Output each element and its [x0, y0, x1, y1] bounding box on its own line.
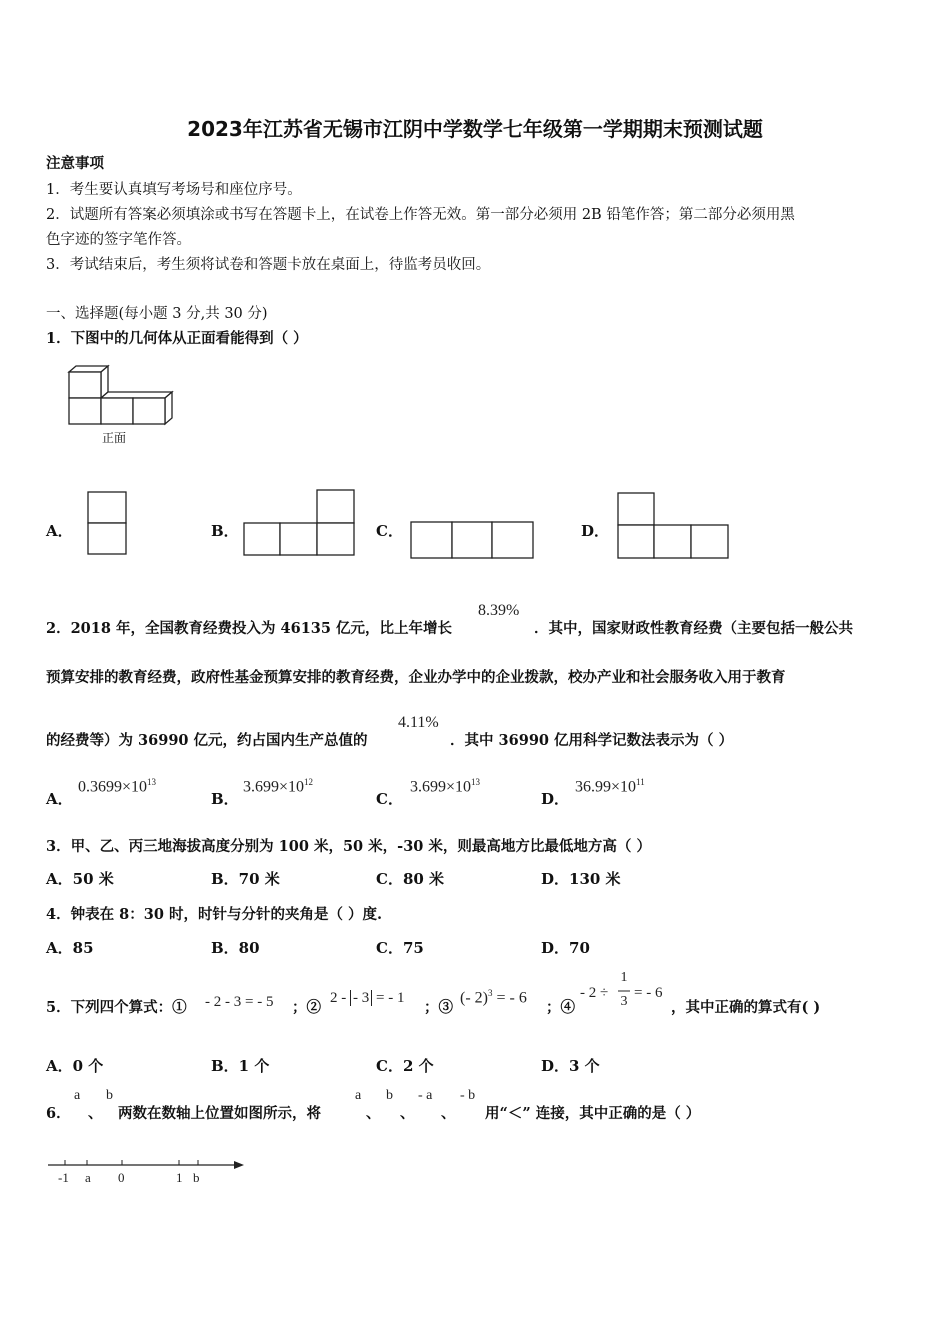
q5-suffix: ，其中正确的算式有( ) [671, 999, 821, 1016]
q3-stem: 3．甲、乙、丙三地海拔高度分别为 100 米，50 米，-30 米，则最高地方比最低地方高（ ） [46, 838, 651, 855]
q2-pct-gdp: 4.11% [398, 714, 439, 731]
q5-option-c: C．2 个 [376, 1057, 434, 1075]
q6-sep: 、 [88, 1105, 103, 1122]
q6-var-b: b [106, 1088, 113, 1103]
q1-option-c-figure [410, 521, 536, 561]
q1-option-b-label: B． [211, 522, 239, 540]
q2-pct-growth: 8.39% [478, 602, 520, 619]
q3-option-a: A．50 米 [46, 870, 114, 888]
q6-sep: 、 [366, 1105, 381, 1122]
q4-option-b: B．80 [211, 939, 260, 957]
q6-number: 6． [46, 1105, 71, 1122]
q5-option-b: B．1 个 [211, 1057, 270, 1075]
q5-sep-3: ；③ [424, 999, 453, 1016]
section-heading: 一、选择题(每小题 3 分,共 30 分) [46, 306, 268, 322]
q4-option-c: C．75 [376, 939, 424, 957]
q2-line2: 预算安排的教育经费，政府性基金预算安排的教育经费，企业办学中的企业拨款，校办产业和社会服务收入用于教育 [46, 669, 786, 686]
axis-label-b: b [193, 1170, 200, 1185]
q5-expr-4-b: = - 6 [634, 985, 663, 1001]
q4-option-d: D．70 [541, 939, 590, 957]
q5-sep-4: ；④ [546, 999, 575, 1016]
q6-sep: 、 [441, 1105, 456, 1122]
q4-stem: 4．钟表在 8：30 时，时针与分针的夹角是（ ）度. [46, 906, 383, 923]
q6-sep: 、 [400, 1105, 415, 1122]
q1-option-b-figure [243, 489, 359, 557]
q2-line3-b: ．其中 36990 亿用科学记数法表示为（ ） [450, 732, 734, 749]
q1-solid-figure [64, 366, 179, 426]
axis-label-one: 1 [176, 1170, 183, 1185]
q5-sep-2: ；② [292, 999, 321, 1016]
q2-option-a-label: A． [46, 790, 73, 808]
page-title: 2023年江苏省无锡市江阴中学数学七年级第一学期期末预测试题 [187, 117, 763, 141]
q5-fraction-bar [618, 990, 630, 992]
q1-option-a-figure [87, 491, 129, 557]
q2-option-a-value: $0.3699\times 10^{13}$ [78, 777, 157, 796]
q5-expr-4-a: - 2 ÷ [580, 985, 609, 1001]
q5-expr-4-denominator: 3 [620, 994, 628, 1009]
q5-expr-3: (- 2)$^3$ = - 6 [460, 988, 527, 1007]
q1-option-c-label: C． [376, 522, 403, 540]
notice-item: 3．考试结束后，考生须将试卷和答题卡放在桌面上，待监考员收回。 [46, 257, 491, 273]
q2-option-c-value: $3.699\times 10^{13}$ [410, 777, 481, 796]
q6-expr-a: a [355, 1088, 362, 1103]
notice-heading: 注意事项 [46, 155, 104, 172]
q1-option-d-figure [617, 492, 733, 560]
q1-stem: 1．下图中的几何体从正面看能得到（ ） [46, 330, 308, 347]
q6-expr-b: b [386, 1088, 393, 1103]
q3-option-d: D．130 米 [541, 870, 621, 888]
q6-text-2: 用“＜” 连接，其中正确的是（ ） [485, 1105, 701, 1122]
q5-prefix: 5．下列四个算式：① [46, 999, 187, 1016]
q2-line1-a: 2．2018 年，全国教育经费投入为 46135 亿元，比上年增长 [46, 620, 453, 637]
q2-option-b-label: B． [211, 790, 239, 808]
notice-item: 色字迹的签字笔作答。 [46, 232, 191, 248]
q5-expr-4-numerator: 1 [620, 970, 628, 985]
q5-option-a: A．0 个 [46, 1057, 104, 1075]
front-label: 正面 [102, 431, 127, 445]
q2-line3-a: 的经费等）为 36990 亿元，约占国内生产总值的 [46, 732, 368, 749]
q6-expr-neg-a: - a [418, 1088, 433, 1103]
axis-label-minus-one: -1 [58, 1170, 69, 1185]
q1-option-a-label: A． [46, 522, 73, 540]
number-line-arrow-icon [234, 1161, 244, 1169]
q5-expr-1: - 2 - 3 = - 5 [205, 994, 274, 1010]
axis-label-a: a [85, 1170, 91, 1185]
q3-option-b: B．70 米 [211, 870, 280, 888]
axis-label-zero: 0 [118, 1170, 125, 1185]
q1-option-d-label: D． [581, 522, 610, 540]
number-line [46, 1155, 246, 1191]
q2-option-d-label: D． [541, 790, 570, 808]
q4-option-a: A．85 [46, 939, 94, 957]
notice-item: 1．考生要认真填写考场号和座位序号。 [46, 182, 302, 198]
q6-var-a: a [74, 1088, 81, 1103]
q2-line1-b: ．其中，国家财政性教育经费（主要包括一般公共 [534, 620, 853, 637]
q6-expr-neg-b: - b [460, 1088, 476, 1103]
q6-text-1: 两数在数轴上位置如图所示，将 [118, 1105, 321, 1122]
q5-expr-2: 2 - - 3 = - 1 [330, 990, 405, 1006]
q5-option-d: D．3 个 [541, 1057, 600, 1075]
q3-option-c: C．80 米 [376, 870, 445, 888]
q2-option-c-label: C． [376, 790, 403, 808]
q2-option-b-value: $3.699\times 10^{12}$ [243, 777, 314, 796]
notice-item: 2．试题所有答案必须填涂或书写在答题卡上，在试卷上作答无效。第一部分必须用 2B 铅笔作答；第二部分必须用黑 [46, 207, 795, 223]
q2-option-d-value: $36.99\times 10^{11}$ [575, 777, 645, 796]
